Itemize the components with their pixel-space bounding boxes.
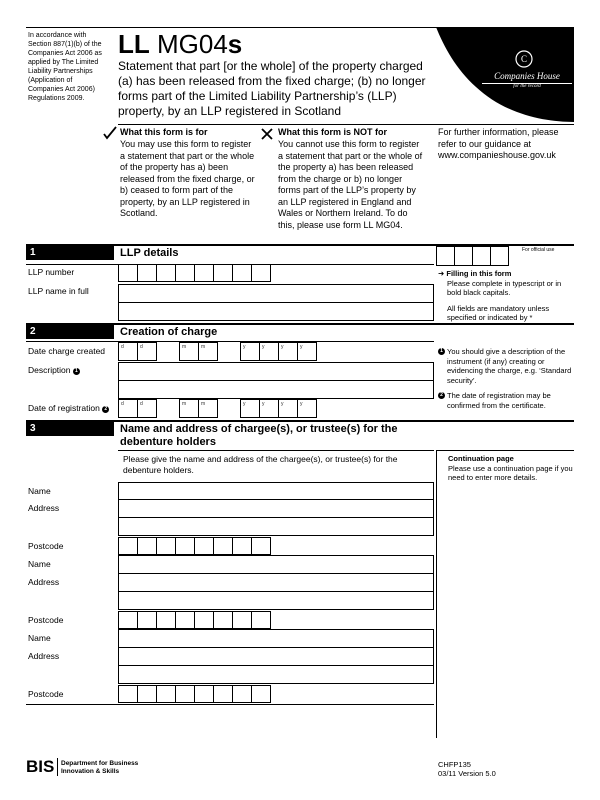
- llp-number-label: LLP number: [28, 267, 75, 277]
- note-marker-2: 2: [102, 406, 109, 413]
- form-code: LL MG04s: [118, 29, 243, 59]
- postcode-label-3: Postcode: [28, 689, 64, 699]
- chargee3-address-field-1[interactable]: [118, 647, 434, 666]
- description-label: Description 1: [28, 365, 80, 376]
- svg-text:C: C: [520, 54, 528, 64]
- official-use-label: For official use: [522, 247, 555, 253]
- chargee3-postcode-field[interactable]: [118, 685, 276, 703]
- bis-logo: BIS: [26, 757, 55, 776]
- not-for-text: You cannot use this form to register a statement that part or the whole of the property a) has been released from the charge or b) no longer forms part of the LLP’s property by an LLP registered in England and Wales or Northern Ireland. To do this, please use form LL MG04.: [278, 139, 423, 230]
- intro-rule: [118, 124, 574, 125]
- logo-name: Companies House: [494, 71, 560, 81]
- section3-number: 3: [26, 422, 114, 436]
- for-title: What this form is for: [120, 127, 208, 137]
- section2-notes: 1 You should give a description of the instrument (if any) creating or evidencing the charge, e.g. ‘Standard security’. 2 The date of registration may be confirmed from the certificate.: [438, 347, 574, 410]
- section3-title: Name and address of chargee(s), or trustee(s) for the debenture holders: [120, 423, 398, 448]
- address-label-3: Address: [28, 651, 60, 661]
- companies-house-logo: [436, 27, 574, 122]
- chargee2-address-field-1[interactable]: [118, 573, 434, 592]
- chargee2-address-field-2[interactable]: [118, 591, 434, 610]
- address-label-2: Address: [28, 577, 60, 587]
- date-created-label: Date charge created: [28, 346, 106, 356]
- cross-icon: [261, 127, 273, 145]
- continuation-top: [436, 450, 574, 451]
- chargee1-address-field-2[interactable]: [118, 517, 434, 536]
- section1-number: 1: [26, 246, 114, 260]
- postcode-label-1: Postcode: [28, 541, 64, 551]
- section3-sub-rule: [26, 704, 434, 705]
- check-icon: [103, 126, 117, 145]
- chargee3-address-field-2[interactable]: [118, 665, 434, 684]
- for-text: You may use this form to register a statement that part or the whole of the property has a) been released from the fixed charge, or b) ceased to form part of the property, by an LLP registered in Scotland.: [120, 139, 255, 218]
- chargee1-postcode-field[interactable]: [118, 537, 276, 555]
- date-created-field[interactable]: d d m m y y y y: [118, 342, 318, 361]
- llp-name-field-2[interactable]: [118, 302, 434, 321]
- further-info: For further information, please refer to our guidance at www.companieshouse.gov.uk: [438, 127, 559, 160]
- date-registration-field[interactable]: d d m m y y y y: [118, 399, 318, 418]
- legal-note: In accordance with Section 887(1)(b) of the Companies Act 2006 as applied by The Limited Liability Partnerships (Application of Companies Act 2006) Regulations 2009.: [28, 32, 102, 102]
- logo-tagline: for the record: [482, 83, 572, 89]
- chargee1-name-field[interactable]: [118, 482, 434, 500]
- continuation-note: Continuation page Please use a continuation page if you need to enter more details.: [448, 454, 573, 482]
- chargee2-postcode-field[interactable]: [118, 611, 276, 629]
- description-field-2[interactable]: [118, 380, 434, 399]
- form-reference: CHFP135 03/11 Version 5.0: [438, 760, 496, 778]
- name-label-3: Name: [28, 633, 51, 643]
- section1-title: LLP details: [120, 247, 179, 259]
- note-marker-1: 1: [73, 368, 80, 375]
- chargee1-address-field-1[interactable]: [118, 499, 434, 518]
- llp-number-field[interactable]: [118, 264, 276, 282]
- official-use-box: [436, 246, 574, 266]
- not-for-title: What this form is NOT for: [278, 127, 387, 137]
- llp-name-label: LLP name in full: [28, 286, 89, 296]
- dept-name: Department for Business Innovation & Skills: [61, 760, 139, 775]
- footer-logo-divider: [57, 758, 58, 776]
- name-label-2: Name: [28, 559, 51, 569]
- arrow-icon: ➜: [438, 269, 445, 278]
- postcode-label-2: Postcode: [28, 615, 64, 625]
- section2-number: 2: [26, 325, 114, 339]
- filling-note: ➜ Filling in this form Please complete in typescript or in bold black capitals. All fields are mandatory unless specified or indicated by *: [438, 269, 562, 322]
- section2-title: Creation of charge: [120, 326, 218, 338]
- instruction-box: [118, 450, 434, 482]
- name-label-1: Name: [28, 486, 51, 496]
- continuation-divider: [436, 450, 437, 738]
- chargee2-name-field[interactable]: [118, 555, 434, 574]
- form-title: Statement that part [or the whole] of the property charged (a) has been released from the fixed charge; (b) no longer forms part of the Limited Liability Partnership’s (LLP) property, by an LLP registered in Scotland: [118, 59, 426, 118]
- llp-name-field-1[interactable]: [118, 284, 434, 303]
- note-bullet-2: 2: [438, 392, 445, 399]
- note-bullet-1: 1: [438, 348, 445, 355]
- address-label-1: Address: [28, 503, 60, 513]
- date-registration-label: Date of registration 2: [28, 403, 109, 414]
- chargee3-name-field[interactable]: [118, 629, 434, 648]
- description-field-1[interactable]: [118, 362, 434, 381]
- instruction-text: Please give the name and address of the chargee(s), or trustee(s) for the debenture holders.: [123, 454, 398, 475]
